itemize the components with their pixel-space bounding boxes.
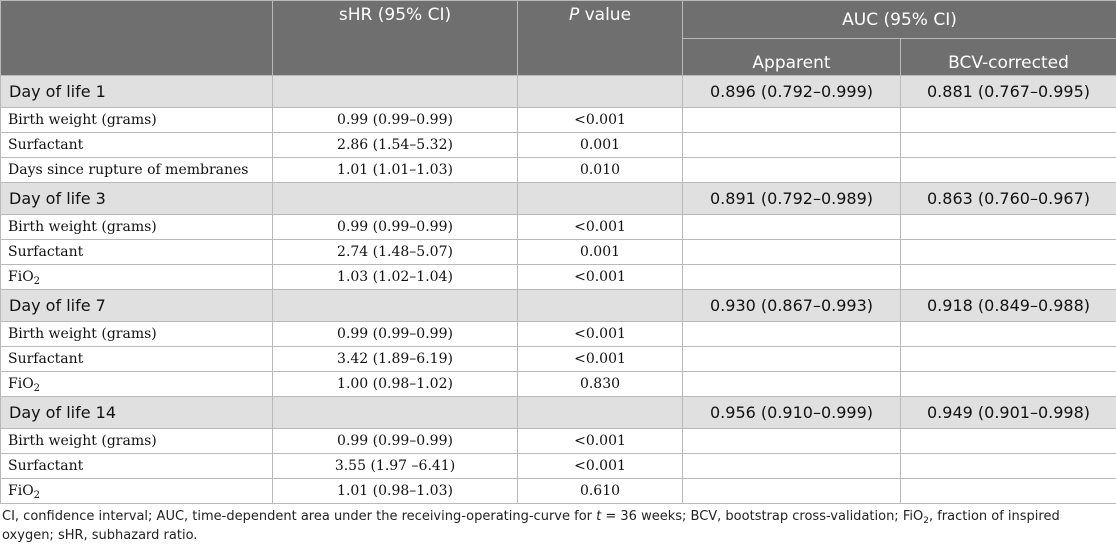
header-p-rest: value bbox=[579, 5, 632, 25]
variable-label bbox=[1, 372, 273, 397]
table-row bbox=[1, 454, 1116, 479]
table-row bbox=[1, 108, 1116, 133]
auc-apparent-empty bbox=[683, 215, 901, 240]
header-apparent: Apparent bbox=[683, 39, 901, 76]
table-row bbox=[1, 479, 1116, 504]
group-shr-empty bbox=[273, 397, 518, 429]
auc-apparent-empty bbox=[683, 133, 901, 158]
auc-apparent: 0.930 (0.867–0.993) bbox=[683, 290, 901, 322]
auc-apparent-empty bbox=[683, 429, 901, 454]
p-value: 0.830 bbox=[518, 372, 683, 397]
auc-bcv-empty bbox=[901, 372, 1116, 397]
auc-apparent-empty bbox=[683, 240, 901, 265]
fio2-base: FiO bbox=[8, 269, 34, 285]
header-auc: AUC (95% CI) bbox=[683, 1, 1116, 39]
table-row bbox=[1, 429, 1116, 454]
table-body bbox=[1, 76, 1116, 504]
group-shr-empty bbox=[273, 183, 518, 215]
auc-apparent-empty bbox=[683, 372, 901, 397]
auc-apparent-empty bbox=[683, 322, 901, 347]
auc-bcv-corrected: 0.863 (0.760–0.967) bbox=[901, 183, 1116, 215]
fio2-base: FiO bbox=[8, 376, 34, 392]
p-value: <0.001 bbox=[518, 265, 683, 290]
header-p-italic: P bbox=[568, 5, 580, 25]
shr-value: 3.55 (1.97 –6.41) bbox=[273, 454, 518, 479]
auc-bcv-empty bbox=[901, 215, 1116, 240]
auc-bcv-corrected: 0.881 (0.767–0.995) bbox=[901, 76, 1116, 108]
table-row bbox=[1, 158, 1116, 183]
table-row bbox=[1, 133, 1116, 158]
p-value: <0.001 bbox=[518, 429, 683, 454]
p-value: 0.001 bbox=[518, 240, 683, 265]
auc-bcv-empty bbox=[901, 454, 1116, 479]
shr-value: 0.99 (0.99–0.99) bbox=[273, 215, 518, 240]
group-label: Day of life 7 bbox=[1, 290, 273, 322]
shr-value: 0.99 (0.99–0.99) bbox=[273, 322, 518, 347]
variable-label: Days since rupture of membranes bbox=[1, 158, 273, 183]
auc-apparent: 0.896 (0.792–0.999) bbox=[683, 76, 901, 108]
footnote-text-2: = 36 weeks; BCV, bootstrap cross-validation; FiO bbox=[601, 509, 924, 524]
auc-apparent-empty bbox=[683, 347, 901, 372]
p-value: <0.001 bbox=[518, 347, 683, 372]
table-row bbox=[1, 265, 1116, 290]
variable-label: Surfactant bbox=[1, 240, 273, 265]
variable-label: Surfactant bbox=[1, 133, 273, 158]
auc-bcv-empty bbox=[901, 322, 1116, 347]
footnote-text-3: , fraction of inspired oxygen; sHR, subhazard ratio. bbox=[2, 509, 1060, 543]
group-label: Day of life 1 bbox=[1, 76, 273, 108]
fio2-subscript: 2 bbox=[33, 383, 41, 394]
group-label: Day of life 3 bbox=[1, 183, 273, 215]
header-bcv-corrected: BCV-corrected bbox=[901, 39, 1116, 76]
auc-apparent-empty bbox=[683, 108, 901, 133]
shr-value: 0.99 (0.99–0.99) bbox=[273, 429, 518, 454]
variable-label bbox=[1, 265, 273, 290]
table-row bbox=[1, 322, 1116, 347]
auc-bcv-empty bbox=[901, 240, 1116, 265]
p-value: <0.001 bbox=[518, 454, 683, 479]
p-value: <0.001 bbox=[518, 215, 683, 240]
variable-label: Surfactant bbox=[1, 454, 273, 479]
footnote-subscript: 2 bbox=[923, 516, 929, 526]
shr-value: 2.74 (1.48–5.07) bbox=[273, 240, 518, 265]
group-shr-empty bbox=[273, 76, 518, 108]
auc-bcv-empty bbox=[901, 429, 1116, 454]
p-value: 0.010 bbox=[518, 158, 683, 183]
group-label: Day of life 14 bbox=[1, 397, 273, 429]
shr-value: 1.01 (1.01–1.03) bbox=[273, 158, 518, 183]
group-p-empty bbox=[518, 183, 683, 215]
variable-label: Birth weight (grams) bbox=[1, 215, 273, 240]
group-row bbox=[1, 76, 1116, 108]
shr-value: 0.99 (0.99–0.99) bbox=[273, 108, 518, 133]
header-p-value bbox=[518, 1, 683, 76]
shr-value: 1.03 (1.02–1.04) bbox=[273, 265, 518, 290]
variable-label: Birth weight (grams) bbox=[1, 429, 273, 454]
fio2-subscript: 2 bbox=[33, 490, 41, 501]
p-value: 0.610 bbox=[518, 479, 683, 504]
auc-apparent: 0.956 (0.910–0.999) bbox=[683, 397, 901, 429]
group-p-empty bbox=[518, 397, 683, 429]
group-row bbox=[1, 290, 1116, 322]
variable-label: Surfactant bbox=[1, 347, 273, 372]
auc-apparent-empty bbox=[683, 158, 901, 183]
footnote-text-1: CI, confidence interval; AUC, time-dependent area under the receiving-operating-curve for bbox=[2, 509, 597, 524]
table-row bbox=[1, 347, 1116, 372]
variable-label: Birth weight (grams) bbox=[1, 108, 273, 133]
p-value: 0.001 bbox=[518, 133, 683, 158]
footnote-t-variable: t bbox=[596, 509, 602, 524]
auc-apparent-empty bbox=[683, 454, 901, 479]
auc-bcv-corrected: 0.918 (0.849–0.988) bbox=[901, 290, 1116, 322]
header-blank bbox=[1, 1, 273, 76]
auc-apparent: 0.891 (0.792–0.989) bbox=[683, 183, 901, 215]
group-row bbox=[1, 183, 1116, 215]
auc-apparent-empty bbox=[683, 479, 901, 504]
group-row bbox=[1, 397, 1116, 429]
auc-bcv-empty bbox=[901, 108, 1116, 133]
variable-label bbox=[1, 479, 273, 504]
group-p-empty bbox=[518, 290, 683, 322]
shr-value: 3.42 (1.89–6.19) bbox=[273, 347, 518, 372]
auc-bcv-empty bbox=[901, 347, 1116, 372]
auc-bcv-empty bbox=[901, 133, 1116, 158]
auc-bcv-empty bbox=[901, 158, 1116, 183]
table-row bbox=[1, 240, 1116, 265]
fio2-base: FiO bbox=[8, 483, 34, 499]
shr-value: 2.86 (1.54–5.32) bbox=[273, 133, 518, 158]
auc-bcv-empty bbox=[901, 479, 1116, 504]
fio2-subscript: 2 bbox=[33, 276, 41, 287]
group-shr-empty bbox=[273, 290, 518, 322]
group-p-empty bbox=[518, 76, 683, 108]
table-row bbox=[1, 372, 1116, 397]
shr-value: 1.01 (0.98–1.03) bbox=[273, 479, 518, 504]
auc-bcv-empty bbox=[901, 265, 1116, 290]
header-shr: sHR (95% CI) bbox=[273, 1, 518, 76]
auc-bcv-corrected: 0.949 (0.901–0.998) bbox=[901, 397, 1116, 429]
auc-apparent-empty bbox=[683, 265, 901, 290]
p-value: <0.001 bbox=[518, 322, 683, 347]
p-value: <0.001 bbox=[518, 108, 683, 133]
table-row bbox=[1, 215, 1116, 240]
variable-label: Birth weight (grams) bbox=[1, 322, 273, 347]
shr-value: 1.00 (0.98–1.02) bbox=[273, 372, 518, 397]
table-footnote bbox=[2, 507, 1114, 545]
